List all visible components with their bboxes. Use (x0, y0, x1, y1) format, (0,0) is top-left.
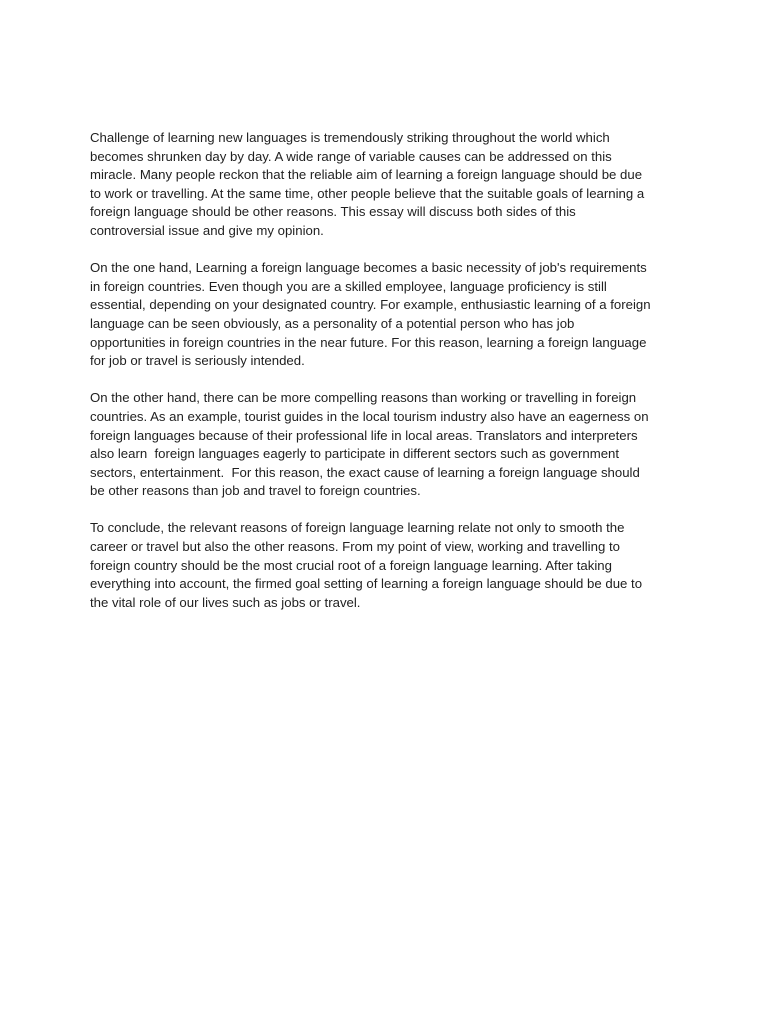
paragraph-introduction (90, 129, 690, 241)
text-line: the vital role of our lives such as jobs or travel. (90, 594, 361, 610)
text-line: in foreign countries. Even though you are a skilled employee, language proficiency is still (90, 278, 607, 294)
text-line: everything into account, the firmed goal setting of learning a foreign language should be due to (90, 576, 643, 592)
text-line: sectors, entertainment. For this reason, the exact cause of learning a foreign language should (90, 464, 640, 480)
text-line: On the other hand, there can be more compelling reasons than working or travelling in foreign (90, 390, 637, 406)
paragraph-other-hand (90, 389, 690, 501)
text-line: foreign language should be other reasons. This essay will discuss both sides of this (90, 204, 576, 220)
text-line: opportunities in foreign countries in the near future. For this reason, learning a foreign language (90, 334, 647, 350)
text-line: Challenge of learning new languages is tremendously striking throughout the world which (90, 130, 610, 145)
text-line: miracle. Many people reckon that the reliable aim of learning a foreign language should be due (90, 167, 643, 183)
text-line: also learn foreign languages eagerly to participate in different sectors such as government (90, 446, 620, 462)
text-line: career or travel but also the other reasons. From my point of view, working and travelling to (90, 539, 620, 555)
text-line: becomes shrunken day by day. A wide range of variable causes can be addressed on this (90, 148, 612, 164)
text-line: On the one hand, Learning a foreign language becomes a basic necessity of job's requirements (90, 260, 647, 276)
text-line: countries. As an example, tourist guides in the local tourism industry also have an eagerness on (90, 408, 649, 424)
paragraph-one-hand (90, 259, 690, 371)
text-line: be other reasons than job and travel to foreign countries. (90, 483, 421, 499)
text-line: to work or travelling. At the same time, other people believe that the suitable goals of learning a (90, 185, 645, 201)
text-line: for job or travel is seriously intended. (90, 353, 305, 369)
text-line: essential, depending on your designated country. For example, enthusiastic learning of a foreign (90, 297, 651, 313)
text-line: controversial issue and give my opinion. (90, 222, 324, 238)
text-line: language can be seen obviously, as a personality of a potential person who has job (90, 315, 575, 331)
text-line: foreign country should be the most crucial root of a foreign language learning. After taking (90, 557, 612, 573)
essay-body (90, 129, 690, 612)
paragraph-conclusion (90, 519, 690, 612)
text-line: To conclude, the relevant reasons of foreign language learning relate not only to smooth the (90, 520, 625, 536)
text-line: foreign languages because of their professional life in local areas. Translators and interpreters (90, 427, 638, 443)
